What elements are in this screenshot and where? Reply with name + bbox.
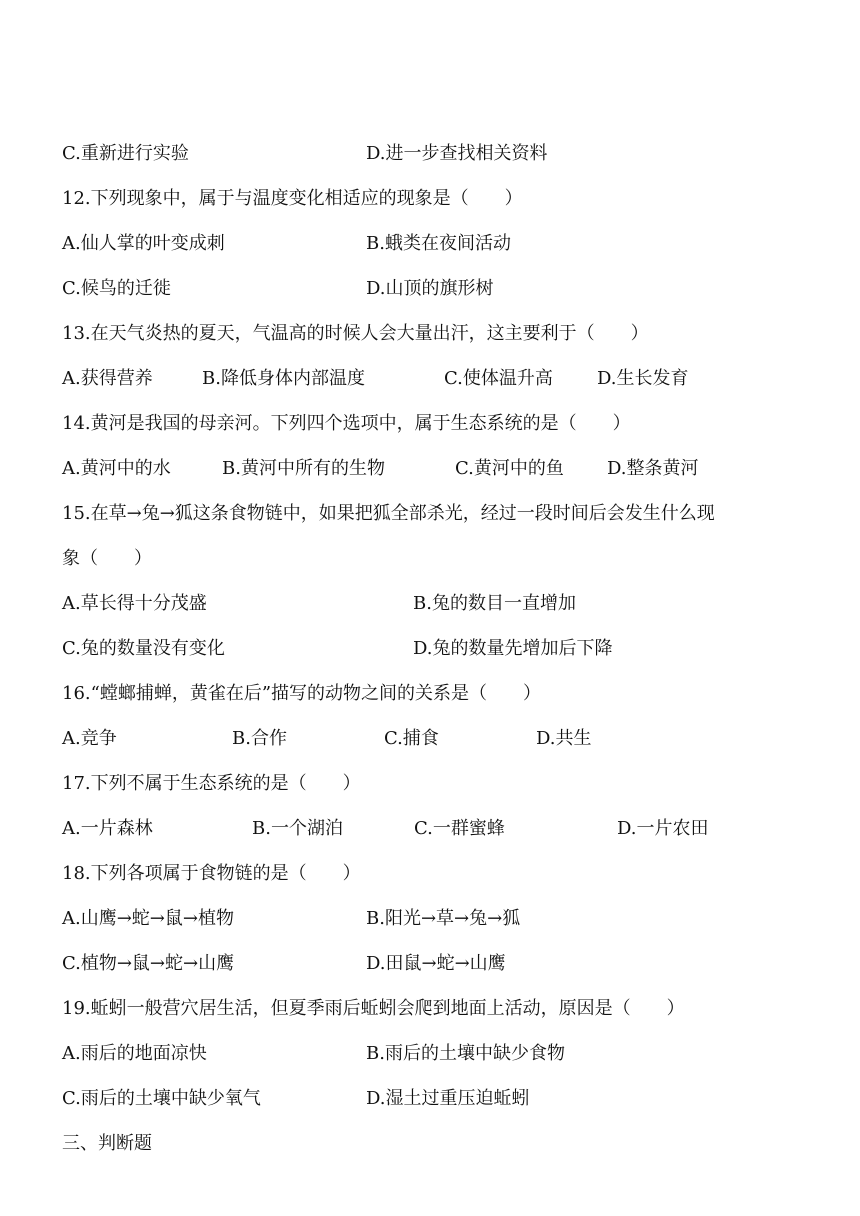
q18-option-a: A.山鹰→蛇→鼠→植物 [62, 908, 234, 929]
q15-option-b: B.兔的数目一直增加 [413, 593, 576, 614]
q17-stem: 17.下列不属于生态系统的是（ ） [62, 773, 361, 794]
q13-option-d: D.生长发育 [597, 368, 689, 389]
q14-option-d: D.整条黄河 [607, 458, 699, 479]
q16-option-d: D.共生 [536, 728, 592, 749]
q19-option-b: B.雨后的土壤中缺少食物 [366, 1043, 565, 1064]
q16-option-c: C.捕食 [384, 728, 439, 749]
q13-option-b: B.降低身体内部温度 [202, 368, 365, 389]
q12-option-b: B.蛾类在夜间活动 [366, 233, 511, 254]
q13-option-a: A.获得营养 [62, 368, 153, 389]
q19-stem: 19.蚯蚓一般营穴居生活，但夏季雨后蚯蚓会爬到地面上活动，原因是（ ） [62, 998, 685, 1019]
q16-option-b: B.合作 [232, 728, 287, 749]
q15-stem-line1: 15.在草→兔→狐这条食物链中，如果把狐全部杀光，经过一段时间后会发生什么现 [62, 503, 715, 524]
q19-option-a: A.雨后的地面凉快 [62, 1043, 207, 1064]
q12-stem: 12.下列现象中，属于与温度变化相适应的现象是（ ） [62, 188, 523, 209]
q17-option-b: B.一个湖泊 [252, 818, 343, 839]
q12-option-c: C.候鸟的迁徙 [62, 278, 171, 299]
q14-option-a: A.黄河中的水 [62, 458, 171, 479]
q15-option-a: A.草长得十分茂盛 [62, 593, 207, 614]
prev-option-c: C.重新进行实验 [62, 143, 189, 164]
q16-option-a: A.竞争 [62, 728, 117, 749]
q15-option-d: D.兔的数量先增加后下降 [413, 638, 613, 659]
q18-option-b: B.阳光→草→兔→狐 [366, 908, 521, 929]
q14-stem: 14.黄河是我国的母亲河。下列四个选项中，属于生态系统的是（ ） [62, 413, 631, 434]
q17-option-d: D.一片农田 [617, 818, 709, 839]
q12-option-a: A.仙人掌的叶变成刺 [62, 233, 225, 254]
q18-option-d: D.田鼠→蛇→山鹰 [366, 953, 506, 974]
section-heading-judgment: 三、判断题 [62, 1133, 152, 1154]
q18-stem: 18.下列各项属于食物链的是（ ） [62, 863, 361, 884]
q17-option-c: C.一群蜜蜂 [414, 818, 505, 839]
q16-stem: 16.“螳螂捕蝉，黄雀在后”描写的动物之间的关系是（ ） [62, 683, 542, 704]
q14-option-c: C.黄河中的鱼 [455, 458, 564, 479]
q13-stem: 13.在天气炎热的夏天，气温高的时候人会大量出汗，这主要利于（ ） [62, 323, 649, 344]
q19-option-d: D.湿土过重压迫蚯蚓 [366, 1088, 530, 1109]
q17-option-a: A.一片森林 [62, 818, 153, 839]
q15-stem-line2: 象（ ） [62, 548, 152, 569]
q12-option-d: D.山顶的旗形树 [366, 278, 494, 299]
q18-option-c: C.植物→鼠→蛇→山鹰 [62, 953, 235, 974]
q14-option-b: B.黄河中所有的生物 [222, 458, 385, 479]
prev-option-d: D.进一步查找相关资料 [366, 143, 548, 164]
q13-option-c: C.使体温升高 [444, 368, 553, 389]
q19-option-c: C.雨后的土壤中缺少氧气 [62, 1088, 261, 1109]
q15-option-c: C.兔的数量没有变化 [62, 638, 225, 659]
